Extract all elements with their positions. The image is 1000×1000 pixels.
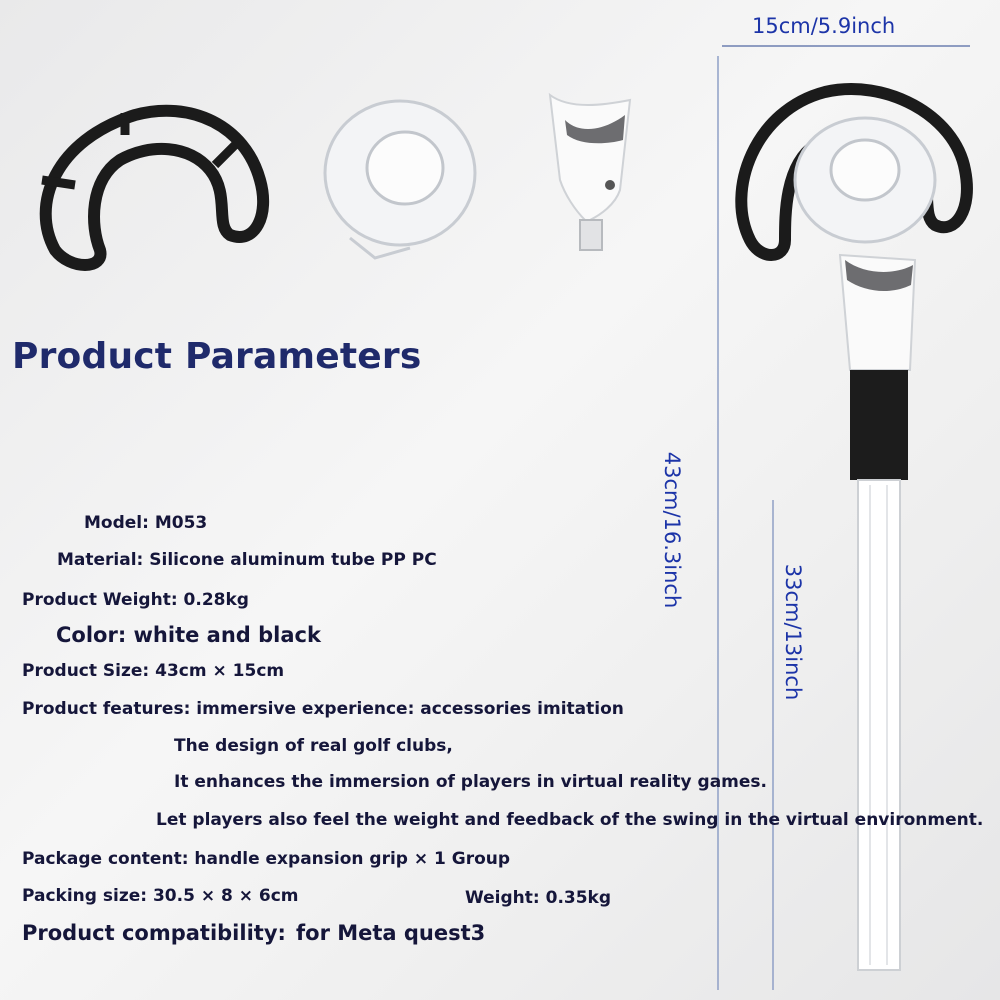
spec-features-line2: The design of real golf clubs, (174, 736, 453, 756)
spec-packing-size: Packing size: 30.5 × 8 × 6cm (22, 886, 299, 906)
spec-package: Package content: handle expansion grip × 1 Group (22, 849, 511, 869)
width-dimension-label: 15cm/5.9inch (752, 14, 896, 38)
total-height-dimension-label: 43cm/16.3inch (660, 451, 684, 609)
spec-color: Color: white and black (56, 623, 321, 647)
spec-compat-value: for Meta quest3 (296, 921, 486, 945)
spec-features-line3: It enhances the immersion of players in virtual reality games. (174, 772, 767, 792)
spec-features: Product features: immersive experience: accessories imitation (22, 699, 624, 719)
spec-packing-weight: Weight: 0.35kg (465, 888, 612, 908)
spec-material: Material: Silicone aluminum tube PP PC (57, 550, 437, 570)
white-grip-sleeve-image (535, 80, 645, 260)
spec-compat-label: Product compatibility: (22, 921, 286, 945)
spec-size: Product Size: 43cm × 15cm (22, 661, 285, 681)
page-title: Product Parameters (12, 336, 422, 377)
black-ring-frame-image (30, 85, 280, 275)
shaft-height-dimension-label: 33cm/13inch (781, 563, 805, 701)
spec-model: Model: M053 (84, 513, 208, 533)
spec-weight: Product Weight: 0.28kg (22, 590, 249, 610)
dimension-lines (700, 40, 1000, 1000)
clear-shell-image (310, 88, 490, 268)
spec-features-line4: Let players also feel the weight and feedback of the swing in the virtual environment. (156, 810, 984, 830)
